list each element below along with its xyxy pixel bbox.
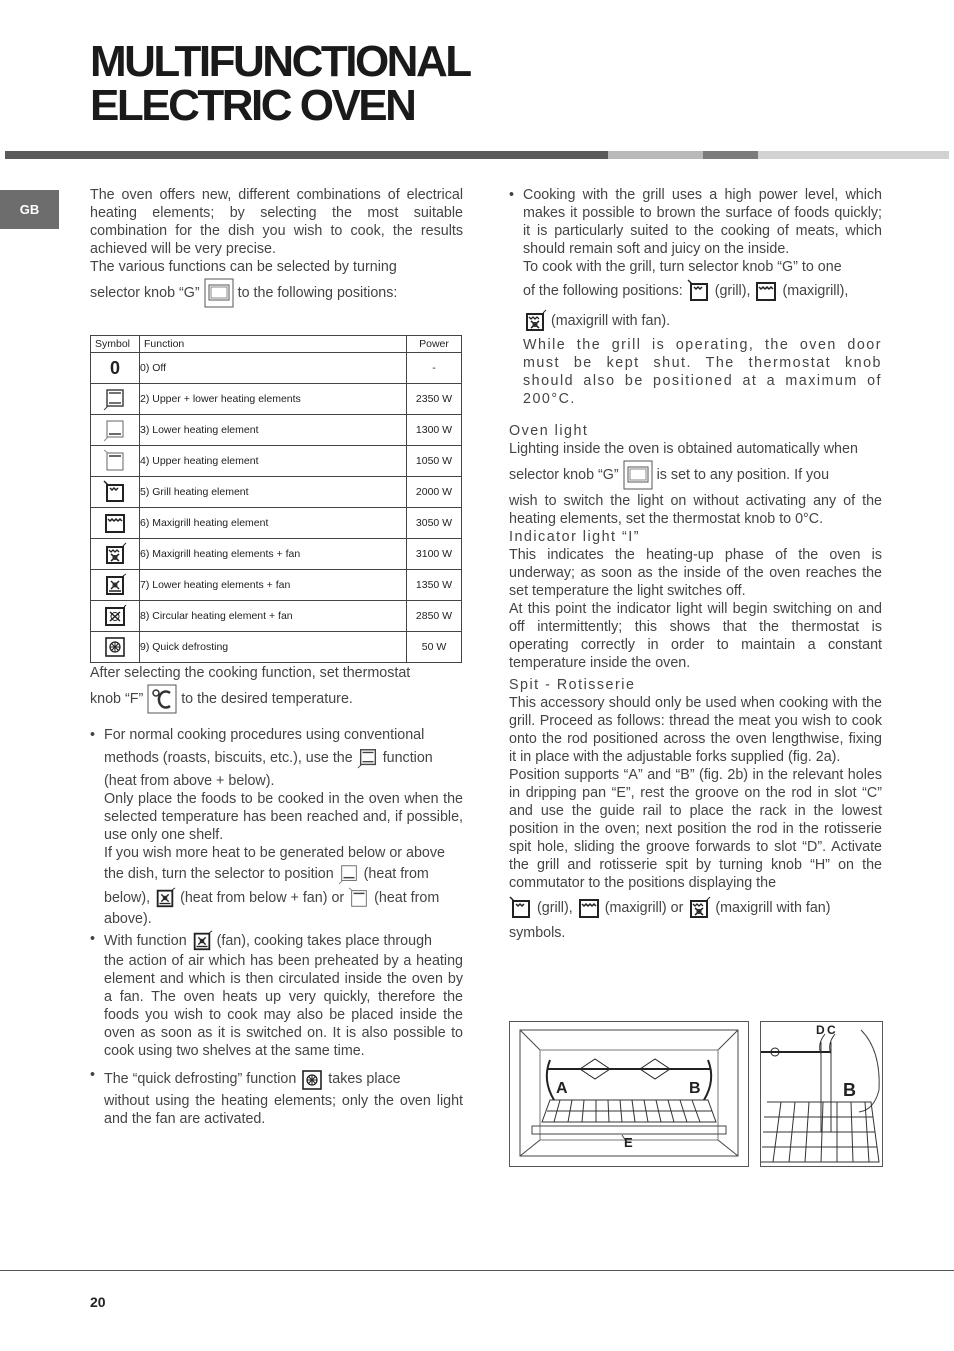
table-row [91,508,462,539]
conventional-methods-text: methods (roasts, biscuits, etc.), use the [104,750,353,767]
indicator-paragraph-2: At this point the indicator light will begin switching on and off intermittently; this shows that the thermostat is operating correctly in order to maintain a constant temperature inside the oven. [509,601,882,671]
table-row [91,446,462,477]
right-column [509,186,882,942]
title-line-1: MULTIFUNCTIONAL [90,37,470,86]
defrost-function-text: The “quick defrosting” function [104,1071,297,1088]
maxigrill-icon [577,896,601,920]
table-row [91,384,462,415]
intro-paragraph-2: The various functions can be selected by turning [90,259,397,275]
bullet-defrost [90,1066,463,1128]
conventional-paragraph-2: Only place the foods to be cooked in the oven when the selected temperature has been reached and, if possible, use only one shelf. [104,791,463,844]
fig-label-a: A [556,1080,568,1097]
figure-spit-support [760,1021,883,1167]
heat-from-text-2: (heat from [374,890,440,907]
left-column-intro [90,186,463,308]
defrost-icon [103,635,127,659]
function-cell: 6) Maxigrill heating element [140,508,407,539]
off-zero-icon: 0 [91,353,140,384]
table-row [91,570,462,601]
grill-positions-line [523,276,882,306]
power-cell: 2850 W [407,601,462,632]
power-cell: 3100 W [407,539,462,570]
power-cell: 1050 W [407,446,462,477]
function-cell: 4) Upper heating element [140,446,407,477]
defrost-takes-place-text: takes place [328,1071,401,1088]
function-cell: 8) Circular heating element + fan [140,601,407,632]
fan-line-1 [104,930,463,952]
table-row [91,539,462,570]
fan-function-text: With function [104,933,187,950]
power-cell: - [407,353,462,384]
conventional-line-1: For normal cooking procedures using conventional [104,727,425,744]
grill-label: (grill), [714,283,751,299]
oven-light-paragraph: Lighting inside the oven is obtained automatically when [509,441,858,457]
oven-light-position-text: is set to any position. If you [656,467,830,483]
after-selection-text: After selecting the cooking function, set thermostat [90,665,411,681]
maxigrill-icon [754,279,778,303]
conventional-line-2 [104,744,463,772]
thermostat-knob-text: knob “F” [90,691,144,707]
fan-cooking-text: (fan), cooking takes place through [216,933,432,950]
maxigrill-fan-icon [687,896,711,920]
spit-paragraph-1: This accessory should only be used when cooking with the grill. Proceed as follows: thread the meat you wish to cook onto the rod positioned across the oven lengthwise, fixing it in place with the adjustable forks supplied (fig. 2a). [509,695,882,765]
circular-fan-icon [103,604,127,628]
maxigrill-fan-icon [103,542,127,566]
spit-maxigrill-fan-label: (maxigrill with fan) [715,900,831,916]
page-number: 20 [90,1294,106,1310]
thermostat-knob-icon [147,684,177,714]
bullet-dot: • [509,187,515,203]
grill-icon [509,896,533,920]
spit-paragraph-2: Position supports “A” and “B” (fig. 2b) in the relevant holes in dripping pan “E”, rest the groove on the rod in slot “C” and use the guide rail to place the rack in the lowest position in the oven; next position the rod in the rotisserie spit hole, sliding the groove forwards to slot “D”. Activate the grill and rotisserie spit by turning knob “H” on the commutator to the positions displaying the [509,767,882,891]
grill-icon [687,279,711,303]
intro-paragraph-3 [90,278,463,308]
upper-heat-icon [348,887,370,909]
maxigrill-fan-icon [523,309,547,333]
function-cell: 3) Lower heating element [140,415,407,446]
intro-paragraph: The oven offers new, different combinations of electrical heating elements; by selecting the most suitable combination for the dish you wish to cook, the results achieved will be very precise. [90,187,463,257]
page-title [90,37,470,130]
grill-icon [103,480,127,504]
upper-lower-heat-icon [103,387,127,411]
spit-symbols-text: symbols. [509,925,566,941]
bullet-fan [90,930,463,1060]
grill-selector-text: To cook with the grill, turn selector knob “G” to one [523,259,842,275]
function-cell: 9) Quick defrosting [140,632,407,663]
upper-lower-heat-icon [357,746,379,770]
oven-light-selector-text: selector knob “G” [509,467,619,483]
fig-label-d: D [816,1023,825,1037]
below-text: below), [104,890,151,907]
conventional-line-3: (heat from above + below). [104,773,275,790]
above-text: above). [104,911,152,928]
maxigrill-fan-label: (maxigrill with fan). [550,313,671,329]
header-rule-mid [703,151,758,159]
oven-light-paragraph-2: wish to switch the light on without activating any of the heating elements, set the thermostat knob to 0°C. [509,493,882,527]
intro-positions-text: to the following positions: [237,285,398,301]
oven-light-heading: Oven light [509,423,589,439]
defrost-icon [300,1068,324,1092]
header-rule-light [608,151,703,159]
title-line-2: ELECTRIC OVEN [90,81,415,130]
bullet-dot: • [90,727,96,744]
table-row [91,353,462,384]
grill-positions-text: of the following positions: [523,283,683,299]
function-cell: 7) Lower heating elements + fan [140,570,407,601]
lower-fan-icon [154,887,176,909]
table-row [91,415,462,446]
power-cell: 50 W [407,632,462,663]
function-cell: 2) Upper + lower heating elements [140,384,407,415]
indicator-paragraph-1: This indicates the heating-up phase of the oven is underway; as soon as the inside of the oven reaches the set temperature the light switches off. [509,547,882,599]
conventional-below-line [104,886,463,910]
table-row [91,632,462,663]
header-power: Power [407,336,462,353]
footer-rule [0,1270,954,1271]
function-cell: 0) Off [140,353,407,384]
power-cell: 1350 W [407,570,462,601]
power-cell: 1300 W [407,415,462,446]
maxigrill-label: (maxigrill), [782,283,849,299]
spit-grill-label: (grill), [536,900,573,916]
table-row [91,477,462,508]
spit-heading: Spit - Rotisserie [509,677,636,693]
header-rule-dark [5,151,608,159]
fig-label-b: B [689,1080,701,1097]
functions-table [90,335,462,663]
conventional-function-text: function [382,750,433,767]
header-symbol: Symbol [91,336,140,353]
bullet-dot: • [90,1067,96,1084]
fig-label-c: C [827,1023,836,1037]
power-cell: 3050 W [407,508,462,539]
grill-door-paragraph: While the grill is operating, the oven door must be kept shut. The thermostat knob should also be positioned at a maximum of 200°C. [523,337,882,407]
bullet-conventional [90,726,463,928]
upper-heat-icon [103,449,127,473]
lower-heat-icon [103,418,127,442]
conventional-position-text: the dish, turn the selector to position [104,866,334,883]
grill-paragraph: Cooking with the grill uses a high power level, which makes it possible to brown the surface of foods quickly; it is particularly suited to the cooking of meats, which should remain soft and juicy on the inside. [523,187,882,257]
conventional-position-line [104,862,463,886]
selector-knob-icon [623,460,653,490]
power-cell: 2350 W [407,384,462,415]
language-tab: GB [0,190,59,229]
below-fan-text: (heat from below + fan) or [180,890,345,907]
fig-label-e: E [624,1135,633,1150]
lower-heat-icon [338,863,360,885]
heat-from-text: (heat from [363,866,429,883]
lower-fan-icon [191,930,213,952]
spit-symbols-line [509,892,882,924]
oven-light-selector-line [509,458,882,492]
header-rule-pale [758,151,949,159]
grill-maxifan-line [523,306,882,336]
maxigrill-icon [103,511,127,535]
spit-maxigrill-label: (maxigrill) or [604,900,684,916]
indicator-light-heading: Indicator light “I” [509,529,641,545]
table-header-row [91,336,462,353]
spit-support-illustration [761,1022,882,1166]
header-function: Function [140,336,407,353]
defrost-line-1 [104,1066,463,1092]
bullet-grill [509,186,882,408]
selector-knob-icon [204,278,234,308]
thermostat-desired-text: to the desired temperature. [181,691,353,707]
fig-label-b-support: B [843,1080,856,1100]
bullet-dot: • [90,931,96,948]
defrost-paragraph: without using the heating elements; only the oven light and the fan are activated. [104,1093,463,1128]
power-cell: 2000 W [407,477,462,508]
thermostat-line [90,684,463,714]
figure-rotisserie-oven [509,1021,749,1167]
function-cell: 5) Grill heating element [140,477,407,508]
function-cell: 6) Maxigrill heating elements + fan [140,539,407,570]
fan-paragraph: the action of air which has been preheated by a heating element and which is then circulated inside the oven by a fan. The oven heats up very quickly, therefore the foods you wish to cook may also be placed inside the oven as soon as it is switched on. It is also possible to cook using two shelves at the same time. [104,953,463,1060]
lower-fan-icon [103,573,127,597]
left-column-body [90,664,463,1128]
conventional-paragraph-3: If you wish more heat to be generated below or above [104,845,445,862]
intro-selector-text: selector knob “G” [90,285,200,301]
table-row [91,601,462,632]
